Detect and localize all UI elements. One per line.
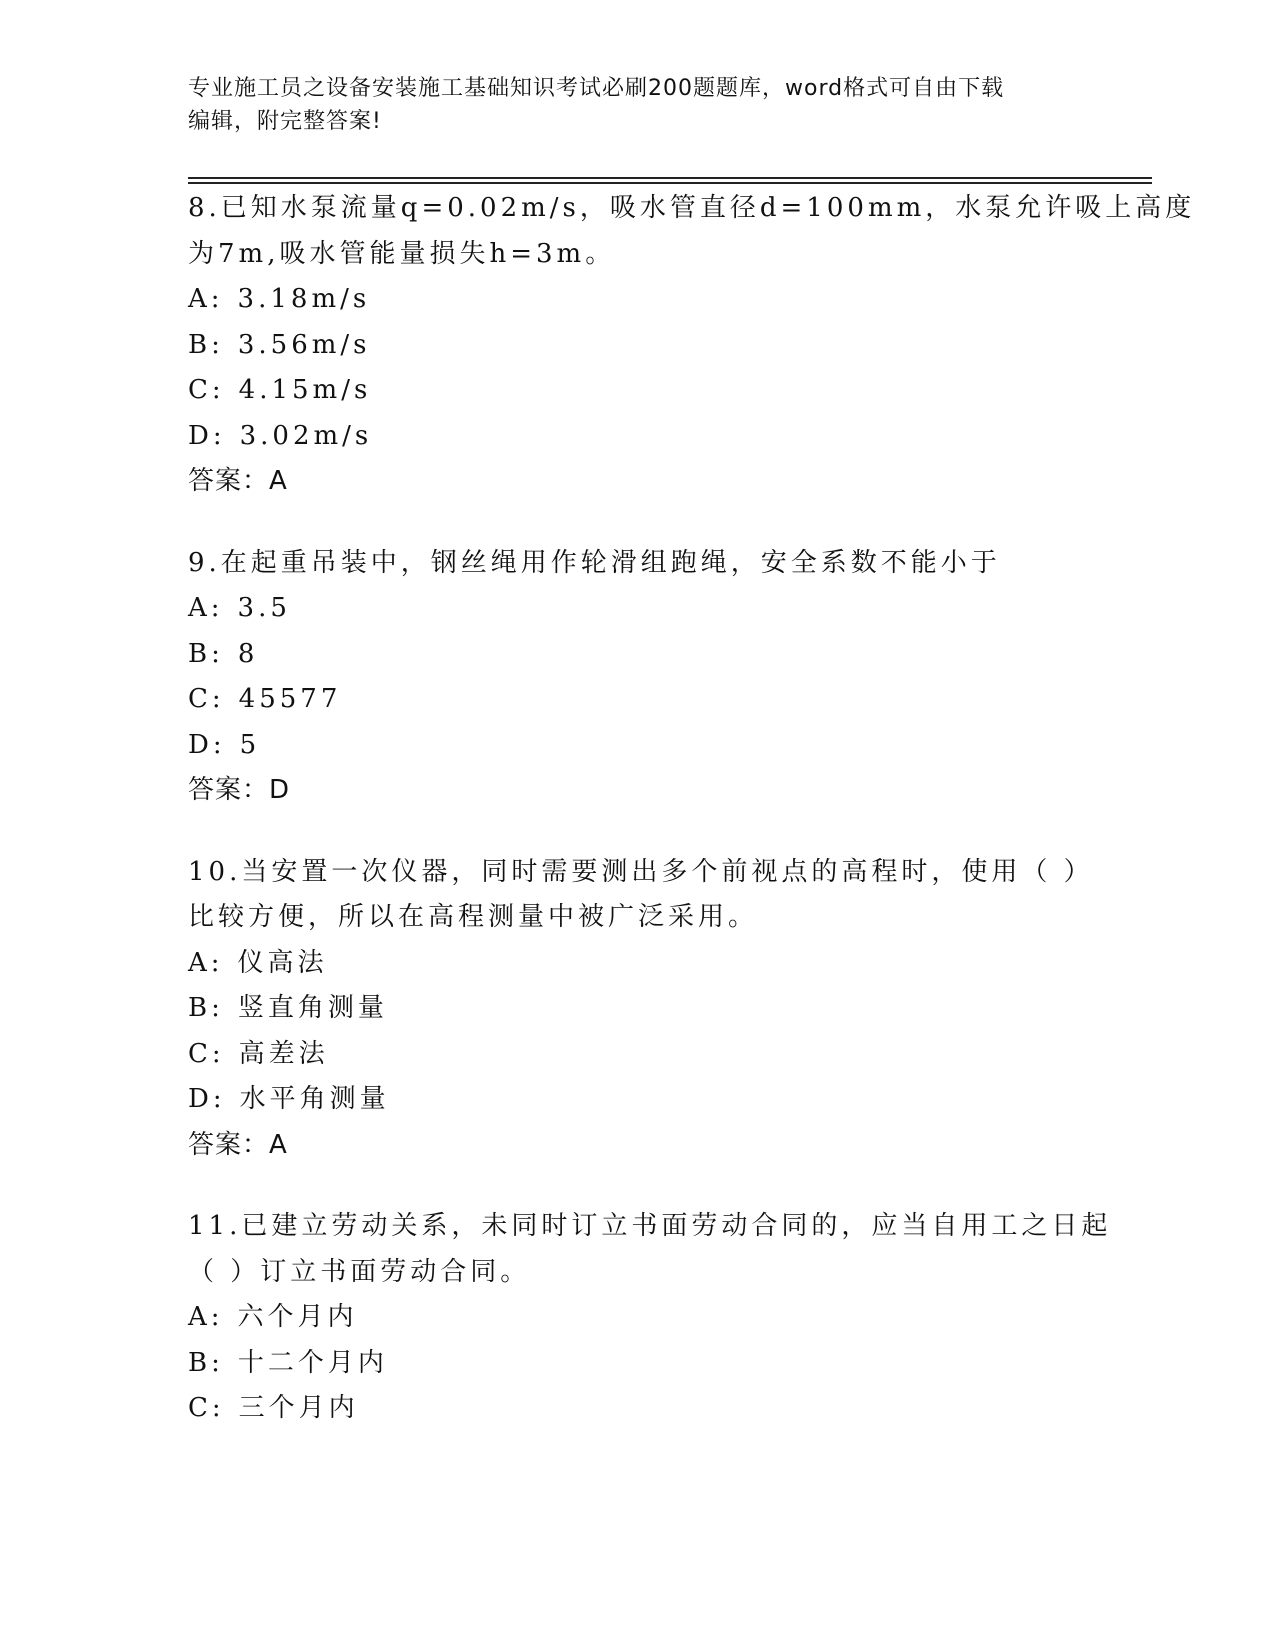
answer-line: 答案：D <box>188 775 291 805</box>
option-letter: B: <box>188 993 224 1023</box>
question-10 <box>188 850 1138 1169</box>
question-stem-line: 11.已建立劳动关系，未同时订立书面劳动合同的，应当自用工之日起 <box>188 1211 1112 1241</box>
option-c <box>188 677 1138 723</box>
option-b <box>188 986 1138 1032</box>
option-letter: A: <box>188 593 224 623</box>
option-text: 3.02m/s <box>239 420 373 451</box>
answer-line: 答案：A <box>188 466 288 496</box>
option-a <box>188 277 1138 323</box>
question-stem-line: 9.在起重吊装中，钢丝绳用作轮滑组跑绳，安全系数不能小于 <box>188 547 1001 578</box>
option-c <box>188 368 1138 414</box>
option-letter: B: <box>188 1347 224 1378</box>
option-c <box>188 1386 1138 1432</box>
option-b <box>188 323 1138 369</box>
option-letter: D: <box>188 729 226 760</box>
option-a <box>188 586 1138 632</box>
option-d <box>188 414 1138 460</box>
option-text: 仪高法 <box>237 947 328 978</box>
option-c <box>188 1032 1138 1078</box>
option-text: 3.56m/s <box>237 329 371 360</box>
question-8 <box>188 186 1196 505</box>
header-line-2: 编辑，附完整答案! <box>188 109 382 134</box>
option-letter: C: <box>188 375 225 405</box>
document-header <box>188 72 1088 138</box>
header-line-1: 专业施工员之设备安装施工基础知识考试必刷200题题库，word格式可自由下载 <box>188 76 1005 101</box>
question-9 <box>188 541 1138 814</box>
option-letter: A: <box>188 284 224 314</box>
option-letter: A: <box>188 947 224 978</box>
question-stem-line: 10.当安置一次仪器，同时需要测出多个前视点的高程时，使用（ ） <box>188 856 1094 887</box>
option-letter: C: <box>188 1393 225 1423</box>
option-text: 水平角测量 <box>239 1084 390 1114</box>
option-b <box>188 632 1138 678</box>
question-stem-line: 为7m,吸水管能量损失h=3m。 <box>188 238 616 269</box>
option-letter: C: <box>188 1038 225 1069</box>
option-letter: A: <box>188 1302 224 1332</box>
option-letter: C: <box>188 684 225 714</box>
option-a <box>188 941 1138 987</box>
option-text: 十二个月内 <box>237 1347 388 1378</box>
option-text: 5 <box>239 729 261 760</box>
option-a <box>188 1295 1138 1341</box>
option-letter: D: <box>188 1084 226 1114</box>
option-text: 竖直角测量 <box>237 993 388 1023</box>
option-text: 高差法 <box>238 1038 329 1069</box>
option-text: 4.15m/s <box>238 375 372 405</box>
question-list <box>188 186 1196 1468</box>
answer-line: 答案：A <box>188 1129 288 1160</box>
option-b <box>188 1341 1138 1387</box>
option-text: 8 <box>237 638 259 669</box>
option-text: 3.5 <box>237 593 291 623</box>
option-text: 3.18m/s <box>237 284 371 314</box>
header-divider-top <box>188 177 1152 179</box>
question-stem-line: （ ）订立书面劳动合同。 <box>188 1256 531 1287</box>
option-letter: D: <box>188 420 226 451</box>
option-text: 三个月内 <box>238 1393 359 1423</box>
option-d <box>188 723 1138 769</box>
option-text: 45577 <box>238 684 342 714</box>
option-d <box>188 1077 1138 1123</box>
option-letter: B: <box>188 329 224 360</box>
option-text: 六个月内 <box>237 1302 358 1332</box>
option-letter: B: <box>188 638 224 669</box>
question-stem-line: 8.已知水泵流量q=0.02m/s，吸水管直径d=100mm，水泵允许吸上高度 <box>188 193 1196 223</box>
header-divider-bottom <box>188 182 1152 184</box>
question-11 <box>188 1204 1138 1432</box>
question-stem-line: 比较方便，所以在高程测量中被广泛采用。 <box>188 902 759 932</box>
